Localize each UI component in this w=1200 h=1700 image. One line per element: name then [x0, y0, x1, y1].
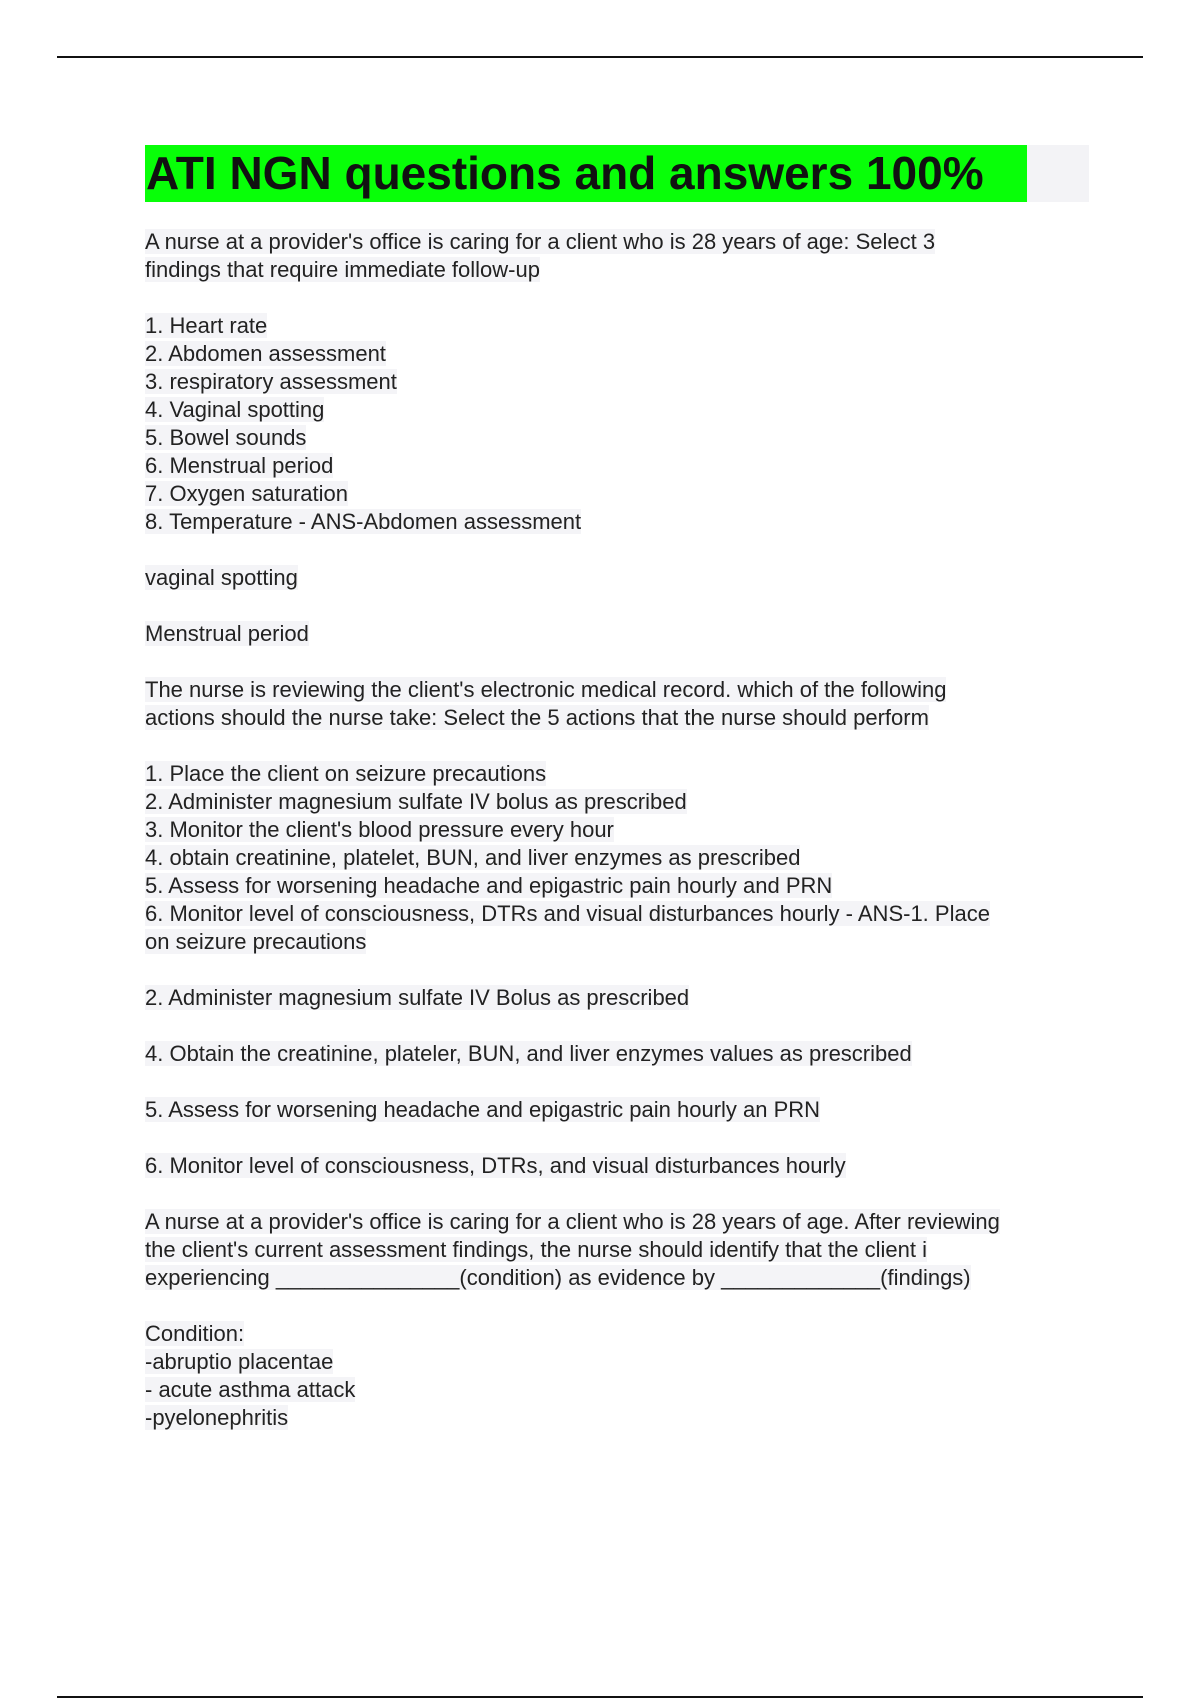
bottom-rule: [57, 1696, 1143, 1698]
list-item: on seizure precautions: [145, 929, 367, 954]
list-item: 5. Bowel sounds: [145, 425, 307, 450]
q3-stem-line: experiencing _______________(condition) as evidence by _____________(findings): [145, 1265, 971, 1290]
answer-item: vaginal spotting: [145, 565, 298, 590]
answer-item: 5. Assess for worsening headache and epigastric pain hourly an PRN: [145, 1097, 821, 1122]
answer-item: 2. Administer magnesium sulfate IV Bolus as prescribed: [145, 985, 690, 1010]
question-3-conditions: [145, 1320, 1095, 1432]
list-item: 5. Assess for worsening headache and epigastric pain hourly and PRN: [145, 873, 833, 898]
answer-item: 6. Monitor level of consciousness, DTRs, and visual disturbances hourly: [145, 1153, 846, 1178]
list-item: 7. Oxygen saturation: [145, 481, 349, 506]
q3-stem-line: A nurse at a provider's office is caring for a client who is 28 years of age. After reviewing: [145, 1209, 1000, 1234]
list-item: 6. Monitor level of consciousness, DTRs and visual disturbances hourly - ANS-1. Place: [145, 901, 990, 926]
list-item: 8. Temperature - ANS-Abdomen assessment: [145, 509, 582, 534]
list-item: -abruptio placentae: [145, 1349, 334, 1374]
q1-stem-line: A nurse at a provider's office is caring for a client who is 28 years of age: Select 3: [145, 229, 936, 254]
question-1-stem: [145, 228, 1095, 284]
list-item: - acute asthma attack: [145, 1377, 356, 1402]
condition-label: Condition:: [145, 1321, 245, 1346]
list-item: 3. Monitor the client's blood pressure every hour: [145, 817, 614, 842]
list-item: 3. respiratory assessment: [145, 369, 397, 394]
list-item: -pyelonephritis: [145, 1405, 289, 1430]
page-title: ATI NGN questions and answers 100%: [145, 145, 1027, 202]
top-rule: [57, 56, 1143, 58]
list-item: 1. Heart rate: [145, 313, 268, 338]
q1-stem-line: findings that require immediate follow-up: [145, 257, 540, 282]
q2-answer-paragraph: [145, 1040, 1095, 1068]
list-item: 2. Abdomen assessment: [145, 341, 386, 366]
q3-stem-line: the client's current assessment findings, the nurse should identify that the client i: [145, 1237, 927, 1262]
question-1-options: [145, 312, 1095, 536]
title-band: [145, 145, 1089, 202]
q1-answer-paragraph: [145, 620, 1095, 648]
q2-stem-line: actions should the nurse take: Select the 5 actions that the nurse should perform: [145, 705, 929, 730]
list-item: 4. obtain creatinine, platelet, BUN, and liver enzymes as prescribed: [145, 845, 801, 870]
q2-answer-paragraph: [145, 1096, 1095, 1124]
q2-answer-paragraph: [145, 1152, 1095, 1180]
q1-answer-paragraph: [145, 564, 1095, 592]
answer-item: 4. Obtain the creatinine, plateler, BUN, and liver enzymes values as prescribed: [145, 1041, 912, 1066]
list-item: 6. Menstrual period: [145, 453, 334, 478]
q2-answer-paragraph: [145, 984, 1095, 1012]
list-item: 2. Administer magnesium sulfate IV bolus as prescribed: [145, 789, 687, 814]
document-body: [145, 228, 1095, 1460]
list-item: 1. Place the client on seizure precautions: [145, 761, 547, 786]
question-2-stem: [145, 676, 1095, 732]
q2-stem-line: The nurse is reviewing the client's electronic medical record. which of the following: [145, 677, 947, 702]
question-3-stem: [145, 1208, 1095, 1292]
question-2-options: [145, 760, 1095, 956]
answer-item: Menstrual period: [145, 621, 309, 646]
list-item: 4. Vaginal spotting: [145, 397, 325, 422]
